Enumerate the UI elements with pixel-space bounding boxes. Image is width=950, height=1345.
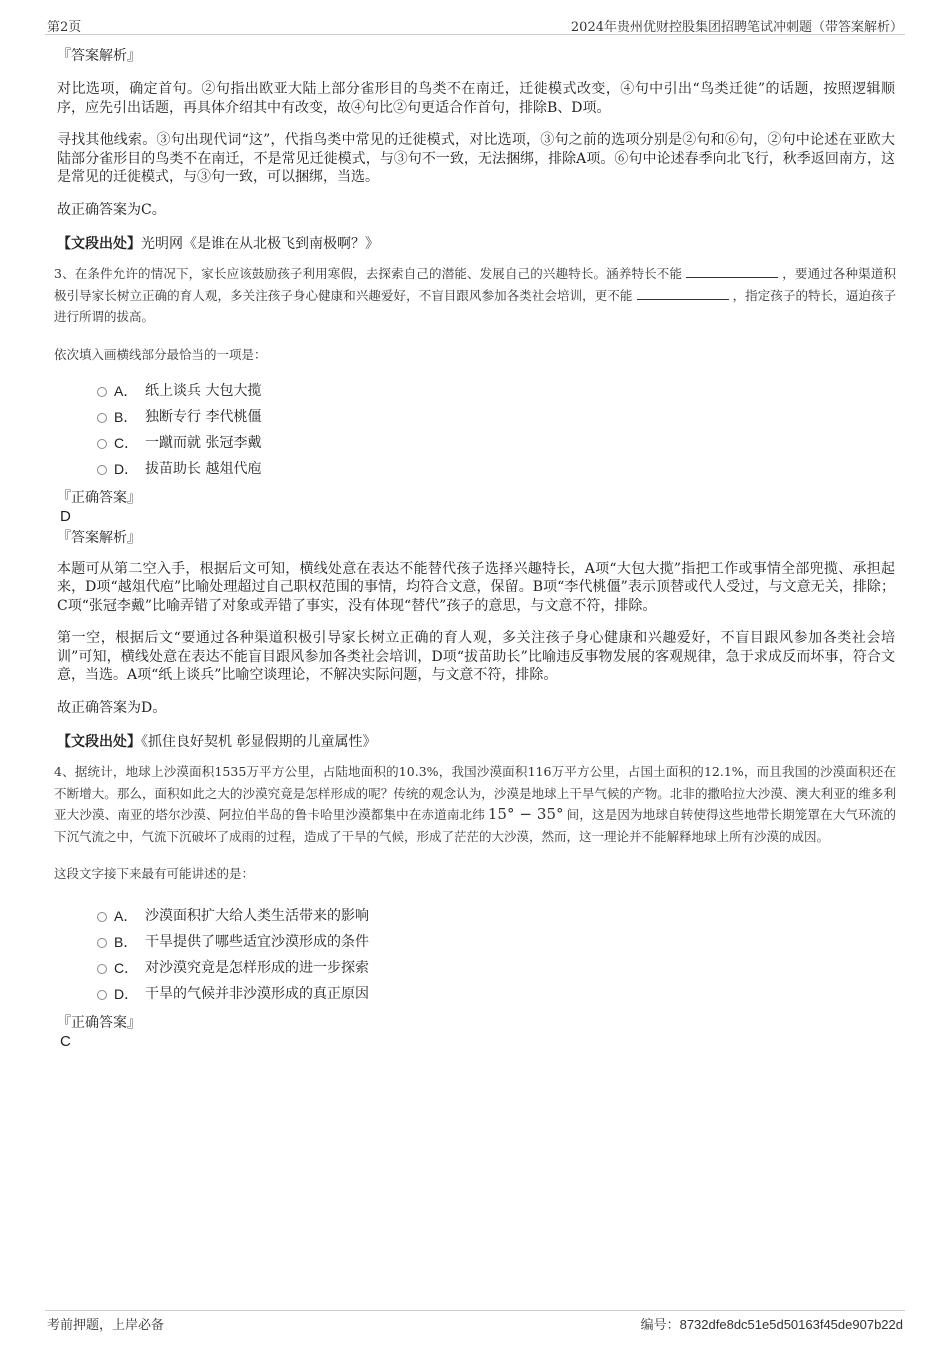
- analysis-paragraph: 第一空，根据后文“要通过各种渠道积极引导家长树立正确的育人观，多关注孩子身心健康和兴趣爱好，不盲目跟风参加各类社会培训”可知，横线处意在表达不能盲目跟风参加各类社会培训，D项“拔苗助长”比喻违反事物发展的客观规律，急于求成反而坏事，符合文意，当选。A项“纸上谈兵”比喻空谈理论，不解决实际问题，与文意不符，排除。: [57, 630, 895, 683]
- source-citation: [57, 733, 895, 751]
- analysis-paragraph: 对比选项，确定首句。②句指出欧亚大陆上部分雀形目的鸟类不在南迁，迁徙模式改变，④句中引出“鸟类迁徙”的话题，按照逻辑顺序，应先引出话题，再具体介绍其中有改变，故④句比②句更适合作首句，排除B、D项。: [57, 81, 895, 116]
- analysis-label: 『答案解析』: [57, 48, 141, 64]
- radio-button[interactable]: [97, 990, 107, 1000]
- document-body: [54, 46, 896, 1051]
- source-tag: 【文段出处】: [57, 236, 141, 252]
- question-4-stem: 4、据统计，地球上沙漠面积1535万平方公里，占陆地面积的10.3%，我国沙漠面积116万平方公里，占国土面积的12.1%，而且我国的沙漠面积还在不断增大。那么，面积如此之大的沙漠究竟是怎样形成的呢？传统的观念认为，沙漠是地球上干旱气候的产物。北非的撒哈拉大沙漠、澳大利亚的维多利亚大沙漠、南亚的塔尔沙漠、阿拉伯半岛的鲁卡哈里沙漠都集中在赤道南北纬 15° − 35° 间，这是因为地球自转使得这些地带长期笼罩在大气环流的下沉气流之中，气流下沉破坏了成雨的过程，造成了干旱的气候，形成了茫茫的大沙漠，然而，这一理论并不能解释地球上所有沙漠的成因。: [54, 764, 896, 844]
- option-b[interactable]: B． 独断专行 李代桃僵: [57, 404, 895, 430]
- option-a[interactable]: A． 沙漠面积扩大给人类生活带来的影响: [57, 903, 895, 929]
- correct-answer: D: [60, 507, 71, 525]
- page-footer: [45, 1310, 905, 1333]
- page-header: [45, 14, 905, 35]
- document-code: 编号：8732dfe8dc51e5d50163f45de907b22d: [640, 1317, 903, 1333]
- option-a[interactable]: A． 纸上谈兵 大包大揽: [57, 378, 895, 404]
- radio-button[interactable]: [97, 912, 107, 922]
- analysis-label: 『答案解析』: [57, 529, 141, 546]
- radio-button[interactable]: [97, 465, 107, 475]
- correct-answer-label: 『正确答案』: [57, 1015, 141, 1031]
- option-c[interactable]: C． 一蹴而就 张冠李戴: [57, 430, 895, 456]
- page-number: 第2页: [47, 20, 82, 35]
- question-4-prompt: 这段文字接下来最有可能讲述的是：: [54, 866, 255, 881]
- option-b[interactable]: B． 干旱提供了哪些适宜沙漠形成的条件: [57, 929, 895, 955]
- correct-answer: C: [60, 1033, 71, 1050]
- question-3-stem: 3、在条件允许的情况下，家长应该鼓励孩子利用寒假，去探索自己的潜能、发展自己的兴趣特长。涵养特长不能 ，要通过各种渠道积极引导家长树立正确的育人观，多关注孩子身心健康和兴趣爱好，不盲目跟风参加各类社会培训，更不能 ，指定孩子的特长，逼迫孩子进行所谓的拔高。: [54, 266, 896, 324]
- source-tag: 【文段出处】: [57, 734, 141, 750]
- question-4-options: [57, 903, 895, 1007]
- radio-button[interactable]: [97, 938, 107, 948]
- radio-button[interactable]: [97, 413, 107, 423]
- option-d[interactable]: D． 干旱的气候并非沙漠形成的真正原因: [57, 981, 895, 1007]
- question-3-prompt: 依次填入画横线部分最恰当的一项是：: [54, 346, 267, 362]
- source-citation: [57, 235, 895, 253]
- analysis-paragraph: 寻找其他线索。③句出现代词“这”，代指鸟类中常见的迁徙模式，对比选项，③句之前的选项分别是②句和⑥句，②句中论述在亚欧大陆部分雀形目的鸟类不在南迁，不是常见迁徙模式，与③句不一致，无法捆绑，排除A项。⑥句中论述春季向北飞行，秋季返回南方，这是常见的迁徙模式，与③句一致，可以捆绑，当选。: [57, 132, 895, 185]
- source-text: 光明网《是谁在从北极飞到南极啊？》: [141, 236, 379, 252]
- latitude-range: 15° − 35°: [487, 805, 564, 823]
- radio-button[interactable]: [97, 387, 107, 397]
- answer-conclusion: 故正确答案为C。: [57, 201, 166, 218]
- document-title: 2024年贵州优财控股集团招聘笔试冲刺题（带答案解析）: [570, 20, 903, 35]
- question-3-options: [57, 378, 895, 482]
- option-d[interactable]: D． 拔苗助长 越俎代庖: [57, 456, 895, 482]
- fill-blank: [637, 287, 729, 300]
- fill-blank: [686, 265, 778, 278]
- analysis-paragraph: 本题可从第二空入手，根据后文可知，横线处意在表达不能替代孩子选择兴趣特长，A项“大包大揽”指把工作或事情全部兜揽、承担起来，D项“越俎代庖”比喻处理超过自己职权范围的事情，均符合文意，保留。B项“李代桃僵”表示顶替或代人受过，与文意无关，排除；C项“张冠李戴”比喻弄错了对象或弄错了事实，没有体现“替代”孩子的意思，与文意不符，排除。: [57, 560, 895, 614]
- radio-button[interactable]: [97, 964, 107, 974]
- footer-slogan: 考前押题，上岸必备: [47, 1318, 165, 1333]
- option-c[interactable]: C． 对沙漠究竟是怎样形成的进一步探索: [57, 955, 895, 981]
- source-text: 《抓住良好契机 彰显假期的儿童属性》: [141, 734, 377, 750]
- correct-answer-label: 『正确答案』: [57, 489, 141, 506]
- radio-button[interactable]: [97, 439, 107, 449]
- answer-conclusion: 故正确答案为D。: [57, 699, 167, 716]
